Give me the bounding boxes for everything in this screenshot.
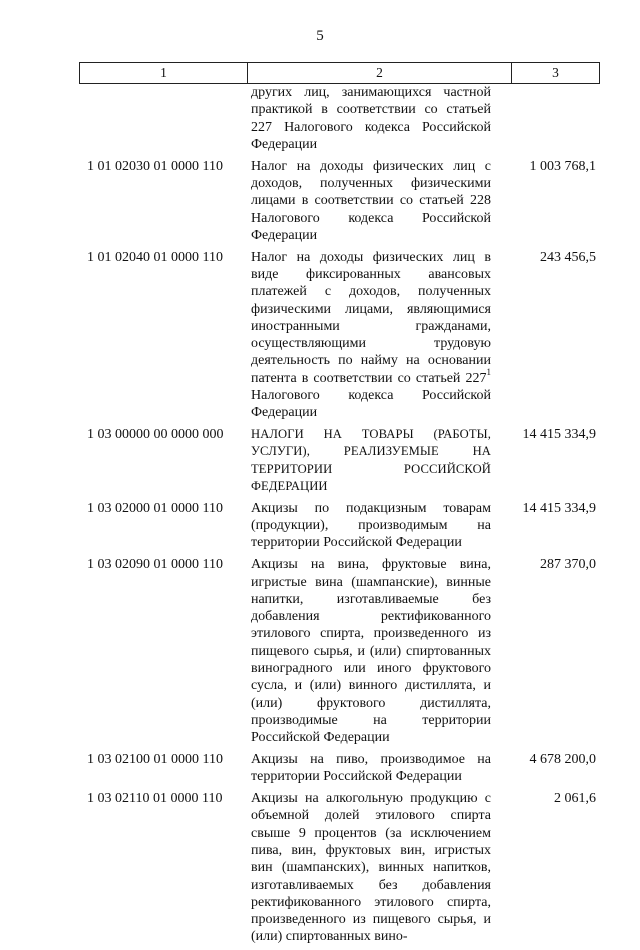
amount-cell: 14 415 334,9 <box>522 427 596 443</box>
table-row <box>79 556 600 746</box>
header-col-1: 1 <box>80 63 248 83</box>
code-cell: 1 03 02100 01 0000 110 <box>87 751 223 767</box>
amount-cell <box>491 84 600 153</box>
code-cell: 1 01 02040 01 0000 110 <box>87 249 223 265</box>
amount-cell: 2 061,6 <box>554 791 596 807</box>
header-col-3: 3 <box>552 65 559 80</box>
name-cell: НАЛОГИ НА ТОВАРЫ (РАБОТЫ, УСЛУГИ), РЕАЛИЗУЕМЫЕ НА ТЕРРИТОРИИ РОССИЙСКОЙ ФЕДЕРАЦИИ <box>251 427 491 494</box>
header-col-2: 2 <box>248 63 512 83</box>
name-cell <box>251 249 491 422</box>
code-cell: 1 03 02000 01 0000 110 <box>87 500 223 516</box>
name-text-part-1: Налог на доходы физических лиц в виде фиксированных авансовых платежей с доходов, полученных физическими лицами, являющимися иностранными гражданами, осуществляющими трудовую деятельность по найму на основании патента в соответствии со статьей 227 <box>251 249 491 386</box>
name-cell: Акцизы на пиво, производимое на территории Российской Федерации <box>251 751 491 785</box>
table-row <box>79 158 600 244</box>
table-row <box>79 500 600 552</box>
code-cell: 1 03 02110 01 0000 110 <box>87 791 223 807</box>
name-cell: Акцизы на алкогольную продукцию с объемной долей этилового спирта свыше 9 процентов (за исключением пива, вин, фруктовых вин, игристых вин (шампанских), винных напитков, изготавливаемых без добавления ректификованного этилового спирта, произведенного из пищевого сырья, и (или) спиртованных вино- <box>251 791 491 945</box>
code-cell: 1 03 00000 00 0000 000 <box>87 427 224 443</box>
name-cell: Акцизы на вина, фруктовые вина, игристые вина (шампанские), винные напитки, изготавливаемые без добавления ректификованного этилового спирта, произведенного из пищевого сырья, и (или) спиртованных виноградного или иного фруктового сусла, и (или) винного дистиллята, и (или) фруктового дистиллята, производимые на территории Российской Федерации <box>251 557 491 746</box>
name-cell: Акцизы по подакцизным товарам (продукции), производимым на территории Российской Федерации <box>251 500 491 551</box>
amount-cell: 1 003 768,1 <box>529 158 596 174</box>
code-cell: 1 01 02030 01 0000 110 <box>87 158 223 174</box>
table-row <box>79 426 600 495</box>
code-cell: 1 03 02090 01 0000 110 <box>87 557 223 573</box>
table-header <box>79 62 600 84</box>
table-row <box>79 249 600 422</box>
name-cell: других лиц, занимающихся частной практикой в соответствии со статьей 227 Налогового кодекса Российской Федерации <box>251 85 491 152</box>
superscript: 1 <box>486 367 491 378</box>
table-row <box>79 790 600 946</box>
page-number: 5 <box>316 28 324 44</box>
table-row <box>79 751 600 786</box>
code-cell <box>79 84 247 153</box>
amount-cell: 287 370,0 <box>540 557 596 573</box>
amount-cell: 243 456,5 <box>540 249 596 265</box>
name-text-part-2: Налогового кодекса Российской Федерации <box>251 388 491 421</box>
amount-cell: 14 415 334,9 <box>522 500 596 516</box>
name-cell: Налог на доходы физических лиц с доходов, полученных физическими лицами в соответствии со статьей 228 Налогового кодекса Российской Федерации <box>251 158 491 243</box>
amount-cell: 4 678 200,0 <box>529 751 596 767</box>
table-row <box>79 84 600 153</box>
table-body <box>79 84 600 950</box>
